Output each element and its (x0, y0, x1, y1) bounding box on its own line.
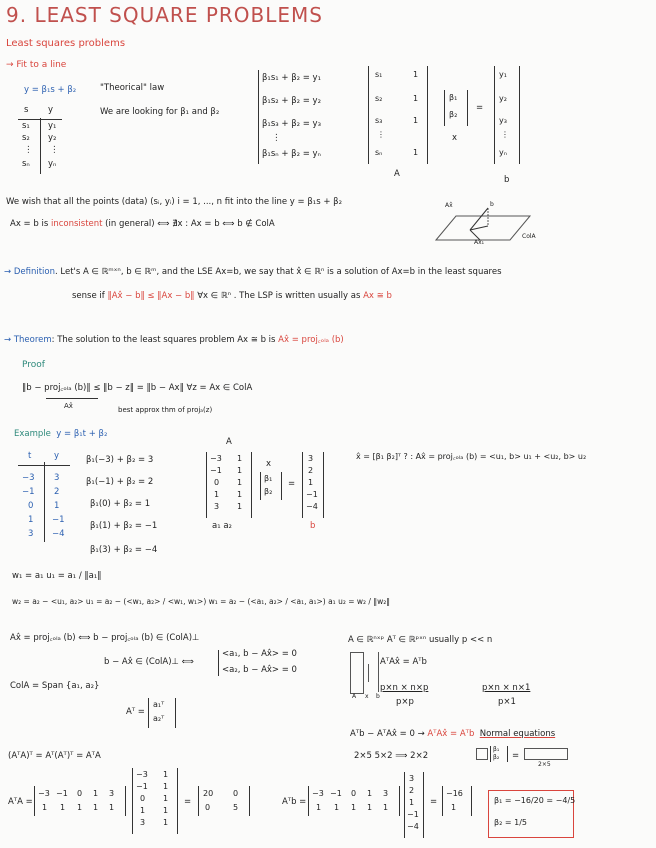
matrix-ata-result (198, 786, 250, 816)
matrix-cell: 20 (203, 789, 214, 798)
dims-box-A (350, 652, 364, 694)
matrix-cell: 0 (233, 789, 239, 798)
atb-label: Aᵀb = (282, 797, 307, 807)
ata-identity: (AᵀA)ᵀ = Aᵀ(Aᵀ)ᵀ = AᵀA (8, 751, 101, 761)
example-equation: y = β₁t + β₂ (56, 429, 108, 439)
axb-prefix: Ax = b is (10, 219, 51, 229)
dims-box-b (378, 652, 379, 692)
matrix-cell: yₙ (499, 148, 507, 157)
dims-label: A (352, 693, 357, 700)
AT-label: Aᵀ = (126, 707, 145, 717)
matrix-ata-A (132, 768, 178, 834)
dims-label: b (376, 693, 380, 700)
matrix-cell: −1 (306, 490, 318, 499)
equals-sign: = (476, 103, 484, 113)
matrix-cell: −1 (210, 466, 222, 475)
matrix-cell: −3 (38, 789, 50, 798)
matrix-atb-b (404, 772, 424, 838)
table-cell: ⋮ (50, 145, 59, 155)
sketch-label: b (490, 201, 494, 208)
matrix-cell: 1 (42, 803, 48, 812)
ex-columns-label: a₁ a₂ (212, 521, 232, 531)
dims3-rect-label: 2×5 (538, 761, 551, 768)
example-label: Example (14, 429, 51, 439)
ex-x-label: x (266, 459, 272, 469)
matrix-cell: 1 (413, 70, 419, 79)
matrix-cell: −4 (407, 822, 419, 831)
matrix-cell: 0 (77, 789, 83, 798)
definition-line-2 (72, 292, 392, 302)
table-cell: sₙ (22, 159, 30, 169)
matrix-cell: a₁ᵀ (153, 700, 165, 709)
matrix-cell: 1 (237, 502, 243, 511)
system-eq: β₁s₂ + β₂ = y₂ (262, 96, 321, 106)
matrix-cell: 1 (237, 466, 243, 475)
matrix-cell: β₂ (264, 487, 273, 496)
matrix-cell: 1 (367, 803, 373, 812)
table-cell: −1 (22, 487, 35, 497)
matrix-cell: −3 (136, 770, 148, 779)
matrix-cell: 1 (60, 803, 66, 812)
matrix-cell: 0 (140, 794, 146, 803)
matrix-cell: 1 (163, 794, 169, 803)
matrix-cell: 1 (163, 782, 169, 791)
equals-sign: = (288, 479, 296, 489)
equals-sign: = (512, 751, 520, 761)
proof-line: ‖b − proj꜀ₒₗₐ (b)‖ ≤ ‖b − z‖ = ‖b − Ax‖ ∀z = Ax ∈ ColA (22, 383, 253, 393)
definition-text: ∀x ∈ ℝⁿ . The LSP is written usually as (194, 291, 364, 301)
matrix-cell: β₁ (449, 93, 458, 102)
dims3-square (476, 748, 488, 760)
dims3-beta (490, 746, 508, 762)
matrix-cell: 0 (214, 478, 220, 487)
matrix-cell: 1 (351, 803, 357, 812)
matrix-cell: 1 (383, 803, 389, 812)
example-heading (14, 430, 107, 440)
dims-2b: p×n × n×1 (482, 683, 531, 693)
table-cell: −4 (52, 529, 65, 539)
table-cell: 3 (54, 473, 60, 483)
matrix-cell: 1 (413, 94, 419, 103)
matrix-cell: β₂ (449, 110, 458, 119)
table-cell: −3 (22, 473, 35, 483)
table-cell: 1 (54, 501, 60, 511)
matrix-cell: 1 (451, 803, 457, 812)
system-eq: β₁sₙ + β₂ = yₙ (262, 149, 321, 159)
normal-short: AᵀAx̂ = Aᵀb (380, 657, 427, 667)
answer-beta1: β₁ = −16/20 = −4/5 (494, 796, 576, 805)
lsp-notation: Ax ≅ b (363, 291, 392, 301)
table-divider (40, 118, 41, 174)
ortho-line-2: b − Ax̂ ∈ (ColA)⊥ ⟺ (104, 657, 194, 667)
fit-heading: → Fit to a line (6, 60, 67, 70)
matrix-cell: 1 (334, 803, 340, 812)
matrix-ex-beta (260, 472, 282, 500)
matrix-ex-A (206, 452, 252, 518)
matrix-cell: 1 (413, 116, 419, 125)
wish-text: We wish that all the points (data) (sᵢ, yᵢ) i = 1, ..., n fit into the line y = β₁s + β₂ (6, 197, 342, 207)
matrix-cell: 5 (233, 803, 239, 812)
matrix-cell: 3 (214, 502, 220, 511)
table-cell: 0 (28, 501, 34, 511)
table-header-t: t (28, 451, 32, 461)
theorem-result: Ax̂ = proj꜀ₒₗₐ (b) (278, 335, 344, 345)
dims-line-3: 2×5 5×2 ⟹ 2×2 (354, 751, 429, 761)
matrix-cell: ⋮ (377, 130, 385, 139)
matrix-cell: 3 (308, 454, 314, 463)
system-brace (258, 70, 259, 164)
example-eq: β₁(0) + β₂ = 1 (90, 499, 151, 509)
table-cell: 2 (54, 487, 60, 497)
sketch-label: Ax₁ (474, 239, 485, 246)
table-cell: yₙ (48, 159, 57, 169)
table-cell: s₁ (22, 121, 30, 131)
theorem-text: : The solution to the least squares problem Ax ≅ b is (51, 335, 279, 345)
matrix-cell: 1 (316, 803, 322, 812)
gram-schmidt-2: w₂ = a₂ − <u₁, a₂> u₁ = a₂ − (<w₁, a₂> / <w₁, w₁>) w₁ = a₂ − (<a₁, a₂> / <a₁, a₁>) a₁ u₂ = w₂ / ‖w₂‖ (12, 597, 390, 606)
inconsistent-word: inconsistent (50, 219, 103, 229)
matrix-cell: 1 (93, 789, 99, 798)
label-b: b (504, 175, 510, 185)
matrix-cell: 3 (109, 789, 115, 798)
matrix-cell: y₂ (499, 94, 507, 103)
matrix-cell: 1 (308, 478, 314, 487)
ortho-line-1: Ax̂ = proj꜀ₒₗₐ (b) ⟺ b − proj꜀ₒₗₐ (b) ∈ (ColA)⊥ (10, 633, 200, 643)
dims-label: x (365, 693, 369, 700)
matrix-cell: 0 (205, 803, 211, 812)
table-cell: y₂ (48, 133, 57, 143)
table-header-y: y (54, 451, 60, 461)
ex-b-label: b (310, 521, 316, 531)
matrix-cell: −1 (136, 782, 148, 791)
system-eq: ⋮ (272, 133, 281, 143)
table-cell: −1 (52, 515, 65, 525)
matrix-A (368, 66, 428, 164)
section-subtitle: Least squares problems (6, 38, 126, 49)
matrix-ex-b (302, 452, 324, 518)
matrix-atb-result (442, 786, 472, 816)
matrix-cell: y₃ (499, 116, 507, 125)
dims-2b-result: p×1 (498, 697, 516, 707)
table-cell: y₁ (48, 121, 57, 131)
dims-2a: p×n × n×p (380, 683, 429, 693)
matrix-cell: 1 (237, 454, 243, 463)
proof-label: Proof (22, 360, 45, 370)
ortho-brace (218, 650, 219, 676)
normal-label: Normal equations (479, 729, 556, 739)
ortho-eq: <a₁, b − Ax̂> = 0 (222, 649, 297, 659)
matrix-cell: 2 (409, 786, 415, 795)
matrix-cell: −3 (210, 454, 222, 463)
matrix-cell: 1 (93, 803, 99, 812)
example-eq: β₁(1) + β₂ = −1 (90, 521, 158, 531)
matrix-cell: 3 (383, 789, 389, 798)
example-eq: β₁(3) + β₂ = −4 (90, 545, 158, 555)
cola-span: ColA = Span {a₁, a₂} (10, 681, 100, 691)
matrix-ata-AT (34, 786, 126, 816)
matrix-cell: −4 (306, 502, 318, 511)
example-eq: β₁(−3) + β₂ = 3 (86, 455, 154, 465)
matrix-cell: s₂ (375, 94, 383, 103)
matrix-cell: 1 (237, 478, 243, 487)
sketch-label: Ax̂ (445, 202, 453, 209)
matrix-b (494, 66, 520, 164)
matrix-cell: 3 (409, 774, 415, 783)
theorical-law: "Theorical" law (100, 83, 165, 93)
dims-2a-result: p×p (396, 697, 414, 707)
answer-beta2: β₂ = 1/5 (494, 818, 527, 827)
matrix-cell: −3 (312, 789, 324, 798)
system-eq: β₁s₁ + β₂ = y₁ (262, 73, 321, 83)
matrix-cell: s₁ (375, 70, 383, 79)
proof-underbrace (46, 398, 98, 399)
matrix-cell: 0 (351, 789, 357, 798)
line-equation: y = β₁s + β₂ (24, 85, 77, 95)
label-x: x (452, 133, 458, 143)
label-A: A (394, 169, 400, 179)
matrix-cell: −1 (56, 789, 68, 798)
matrix-cell: sₙ (375, 148, 383, 157)
table-cell: ⋮ (24, 145, 33, 155)
matrix-cell: −1 (330, 789, 342, 798)
table-header-y: y (48, 105, 54, 115)
matrix-cell: 1 (214, 490, 220, 499)
dims-box-x (368, 664, 369, 682)
matrix-cell: 1 (77, 803, 83, 812)
sketch-label: ColA (522, 233, 536, 240)
normal-derive-text: Aᵀb − AᵀAx̂ = 0 → (350, 729, 428, 739)
matrix-cell: β₂ (493, 754, 500, 761)
dims3-rect (524, 748, 568, 760)
matrix-cell: s₃ (375, 116, 383, 125)
page-title: 9. LEAST SQUARE PROBLEMS (6, 3, 323, 27)
theorem-line (4, 336, 344, 346)
table-header-s: s (24, 105, 29, 115)
looking-for-text: We are looking for β₁ and β₂ (100, 107, 220, 117)
table-cell: 1 (28, 515, 34, 525)
matrix-cell: 2 (308, 466, 314, 475)
equals-sign: = (184, 797, 192, 807)
ortho-eq: <a₂, b − Ax̂> = 0 (222, 665, 297, 675)
matrix-cell: 1 (163, 806, 169, 815)
definition-label: → Definition (4, 267, 55, 277)
matrix-cell: 1 (413, 148, 419, 157)
matrix-cell: −16 (446, 789, 463, 798)
proof-note: best approx thm of projₐ(z) (118, 406, 213, 414)
equals-sign: = (430, 797, 438, 807)
matrix-AT-rows (148, 698, 176, 728)
system-eq: β₁s₃ + β₂ = y₃ (262, 119, 321, 129)
matrix-cell: β₁ (493, 746, 500, 753)
axb-suffix: (in general) ⟺ ∄x : Ax = b ⟺ b ∉ ColA (102, 219, 275, 229)
theorem-label: → Theorem (4, 335, 52, 345)
table-divider (44, 462, 45, 542)
matrix-cell: 1 (109, 803, 115, 812)
matrix-cell: 1 (163, 818, 169, 827)
matrix-cell: 1 (409, 798, 415, 807)
table-cell: 3 (28, 529, 34, 539)
matrix-cell: a₂ᵀ (153, 714, 165, 723)
matrix-cell: 1 (140, 806, 146, 815)
normal-derivation (350, 730, 555, 740)
table-cell: s₂ (22, 133, 30, 143)
dims-line-1: A ∈ ℝⁿˣᵖ Aᵀ ∈ ℝᵖˣⁿ usually p << n (348, 635, 493, 645)
matrix-cell: 1 (237, 490, 243, 499)
inconsistent-line (10, 220, 275, 230)
definition-inequality: ‖Ax̂ − b‖ ≤ ‖Ax − b‖ (107, 291, 195, 301)
matrix-cell: 3 (140, 818, 146, 827)
matrix-cell: y₁ (499, 70, 507, 79)
ex-A-label: A (226, 437, 232, 447)
gram-schmidt-1: w₁ = a₁ u₁ = a₁ / ‖a₁‖ (12, 571, 102, 581)
matrix-cell: −1 (407, 810, 419, 819)
xhat-question: x̂ = [β₁ β₂]ᵀ ? : Ax̂ = proj꜀ₒₗₐ (b) = <u₁, b> u₁ + <u₂, b> u₂ (356, 452, 587, 461)
proof-under: Ax̂ (64, 402, 73, 410)
ata-label: AᵀA = (8, 797, 33, 807)
matrix-atb-AT (308, 786, 400, 816)
definition-line-1 (4, 268, 502, 278)
matrix-beta (444, 90, 468, 126)
matrix-cell: 1 (163, 770, 169, 779)
matrix-cell: ⋮ (501, 130, 509, 139)
normal-equation: AᵀAx̂ = Aᵀb (427, 729, 475, 739)
example-eq: β₁(−1) + β₂ = 2 (86, 477, 154, 487)
definition-text: sense if (72, 291, 108, 301)
matrix-cell: β₁ (264, 474, 273, 483)
matrix-cell: 1 (367, 789, 373, 798)
definition-text: . Let's A ∈ ℝᵐˣⁿ, b ∈ ℝᵐ, and the LSE Ax=b, we say that x̂ ∈ ℝⁿ is a solution of Ax=b in the least squares (54, 267, 502, 277)
